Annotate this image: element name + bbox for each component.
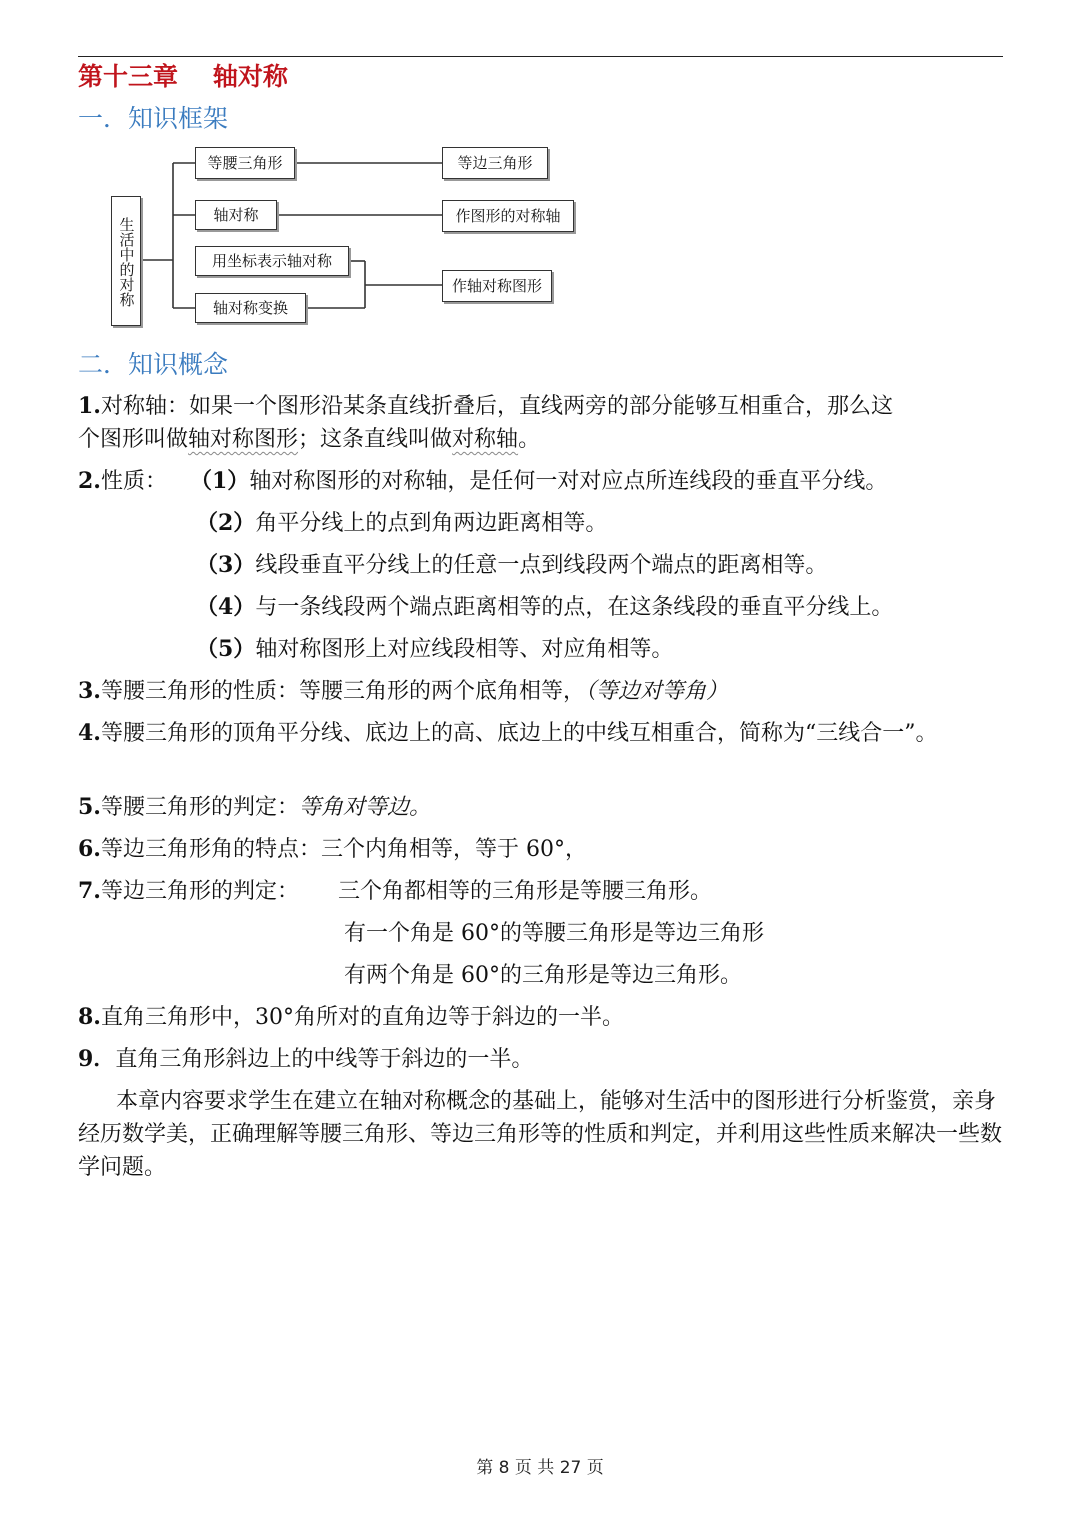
property-1-number: （1） xyxy=(190,468,250,494)
chapter-title: 第十三章 轴对称 xyxy=(78,62,288,91)
concept-4-number: 4. xyxy=(78,720,101,746)
box-life-symmetry xyxy=(111,196,141,326)
concept-1-line2 xyxy=(78,423,1008,456)
concept-3-text: 等腰三角形的性质：等腰三角形的两个底角相等， xyxy=(100,679,585,704)
box-symmetry-transform: 轴对称变换 xyxy=(195,293,306,323)
concept-1-text-b1: 个图形叫做 xyxy=(78,427,189,452)
concept-9-number: 9． xyxy=(78,1046,116,1072)
property-4-number: （4） xyxy=(196,594,256,620)
box-draw-symmetric-figure: 作轴对称图形 xyxy=(442,270,552,302)
concept-7-label: 等边三角形的判定： xyxy=(100,879,299,904)
box-draw-symmetry-axis: 作图形的对称轴 xyxy=(442,200,574,232)
property-2-text: 角平分线上的点到角两边距离相等。 xyxy=(255,511,608,536)
concept-2-number: 2. xyxy=(78,468,101,494)
property-2 xyxy=(196,507,607,540)
criterion-1: 三个角都相等的三角形是等腰三角形。 xyxy=(338,879,713,904)
concept-1-term-axis: 对称轴 xyxy=(452,427,519,452)
box-axis-symmetry: 轴对称 xyxy=(195,200,277,230)
criterion-2: 有一个角是 60°的等腰三角形是等边三角形 xyxy=(344,921,764,946)
property-2-number: （2） xyxy=(196,510,256,536)
concept-1-text-b3: ；这条直线叫做 xyxy=(298,427,453,452)
concept-1-text-b5: 。 xyxy=(518,427,541,452)
concept-2-label: 性质： xyxy=(100,469,167,494)
concept-7-number: 7. xyxy=(78,878,101,904)
concept-7-heading xyxy=(78,875,299,908)
concept-6 xyxy=(78,833,587,866)
box-equilateral-triangle: 等边三角形 xyxy=(442,147,548,179)
property-1-text: 轴对称图形的对称轴，是任何一对对应点所连线段的垂直平分线。 xyxy=(249,469,888,494)
concept-1-term-figure: 轴对称图形 xyxy=(188,427,299,452)
property-1 xyxy=(190,465,887,498)
concept-5 xyxy=(78,791,431,824)
page-footer: 第 8 页 共 27 页 xyxy=(476,1458,604,1478)
concept-1 xyxy=(78,390,1008,423)
concept-3-note: （等边对等角） xyxy=(584,679,728,704)
concept-6-number: 6. xyxy=(78,836,101,862)
concept-6-text: 等边三角形角的特点：三个内角相等，等于 60°， xyxy=(100,837,587,862)
concept-3-number: 3. xyxy=(78,678,101,704)
concept-8-text: 直角三角形中，30°角所对的直角边等于斜边的一半。 xyxy=(100,1005,624,1030)
box-life-symmetry-label: 生活中的对称 xyxy=(117,217,136,307)
property-3-text: 线段垂直平分线上的任意一点到线段两个端点的距离相等。 xyxy=(255,553,828,578)
concept-1-number: 1. xyxy=(78,393,101,419)
concept-8-number: 8. xyxy=(78,1004,101,1030)
box-coordinate-symmetry: 用坐标表示轴对称 xyxy=(195,246,349,276)
box-isosceles-triangle: 等腰三角形 xyxy=(195,147,295,179)
concept-5-text: 等腰三角形的判定： xyxy=(100,795,299,820)
concept-3 xyxy=(78,675,728,708)
property-4-text: 与一条线段两个端点距离相等的点，在这条线段的垂直平分线上。 xyxy=(255,595,894,620)
concept-9 xyxy=(78,1043,533,1076)
concept-2-heading xyxy=(78,465,167,498)
property-4 xyxy=(196,591,893,624)
concept-4-text: 等腰三角形的顶角平分线、底边上的高、底边上的中线互相重合，简称为“三线合一”。 xyxy=(100,721,938,746)
concept-1-text: 对称轴：如果一个图形沿某条直线折叠后，直线两旁的部分能够互相重合，那么这 xyxy=(100,394,893,419)
property-3-number: （3） xyxy=(196,552,256,578)
concept-5-note: 等角对等边。 xyxy=(298,795,431,820)
concept-5-number: 5. xyxy=(78,794,101,820)
concept-9-text: 直角三角形斜边上的中线等于斜边的一半。 xyxy=(115,1047,534,1072)
criterion-3: 有两个角是 60°的三角形是等边三角形。 xyxy=(344,963,742,988)
concept-8 xyxy=(78,1001,624,1034)
section-heading-framework: 一．知识框架 xyxy=(78,104,229,133)
concept-4 xyxy=(78,717,1008,750)
chapter-summary: 本章内容要求学生在建立在轴对称概念的基础上，能够对生活中的图形进行分析鉴赏，亲身经历数学美，正确理解等腰三角形、等边三角形等的性质和判定，并利用这些性质来解决一些数学问题。 xyxy=(78,1089,1003,1180)
knowledge-framework-diagram xyxy=(105,140,585,335)
property-5 xyxy=(196,633,673,666)
section-heading-concepts: 二．知识概念 xyxy=(78,350,229,379)
property-5-number: （5） xyxy=(196,636,256,662)
property-3 xyxy=(196,549,827,582)
property-5-text: 轴对称图形上对应线段相等、对应角相等。 xyxy=(255,637,674,662)
